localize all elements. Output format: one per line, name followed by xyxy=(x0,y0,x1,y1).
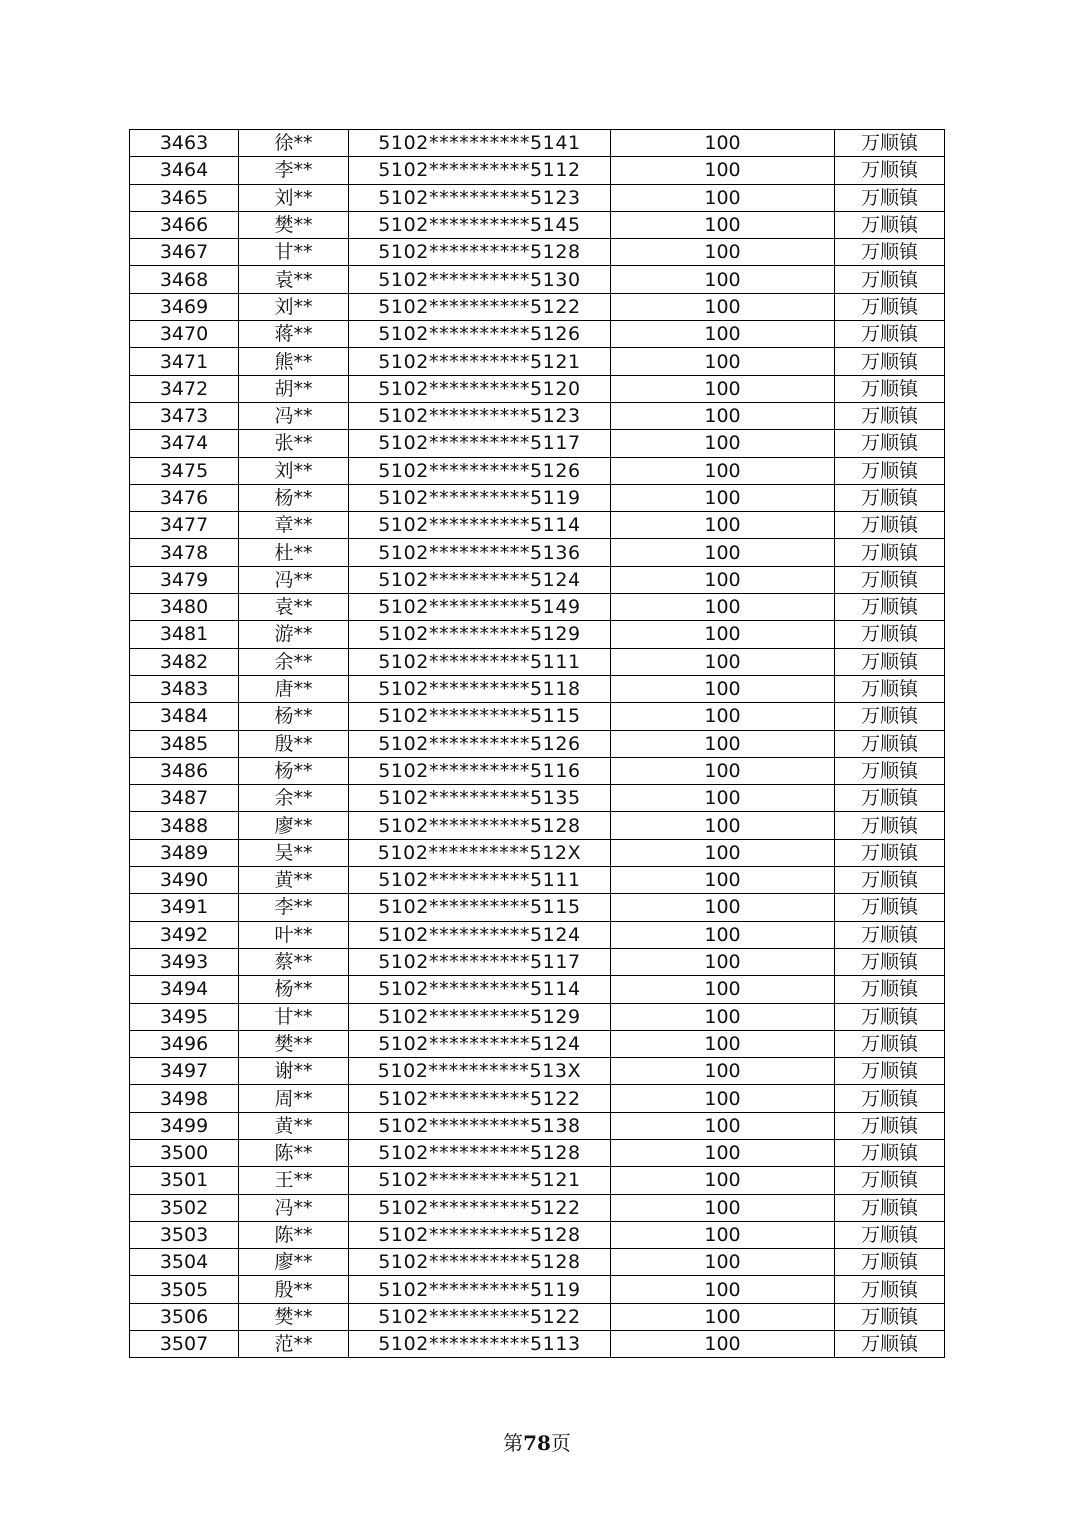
table-row xyxy=(130,812,945,839)
name-cell: 蒋** xyxy=(239,321,349,348)
town-cell: 万顺镇 xyxy=(835,730,945,757)
name-cell: 谢** xyxy=(239,1058,349,1085)
row-number-cell: 3493 xyxy=(130,948,239,975)
table-row xyxy=(130,839,945,866)
row-number-cell: 3502 xyxy=(130,1194,239,1221)
amount-cell: 100 xyxy=(611,976,835,1003)
table-row xyxy=(130,1194,945,1221)
town-cell: 万顺镇 xyxy=(835,839,945,866)
table-row xyxy=(130,375,945,402)
id-number-cell: 5102**********5119 xyxy=(349,1276,611,1303)
name-cell: 黄** xyxy=(239,1112,349,1139)
row-number-cell: 3501 xyxy=(130,1167,239,1194)
town-cell: 万顺镇 xyxy=(835,348,945,375)
name-cell: 杨** xyxy=(239,976,349,1003)
name-cell: 杨** xyxy=(239,484,349,511)
row-number-cell: 3468 xyxy=(130,266,239,293)
amount-cell: 100 xyxy=(611,757,835,784)
town-cell: 万顺镇 xyxy=(835,921,945,948)
town-cell: 万顺镇 xyxy=(835,1167,945,1194)
town-cell: 万顺镇 xyxy=(835,1303,945,1330)
id-number-cell: 5102**********5122 xyxy=(349,293,611,320)
name-cell: 杜** xyxy=(239,539,349,566)
amount-cell: 100 xyxy=(611,375,835,402)
id-number-cell: 5102**********5123 xyxy=(349,402,611,429)
amount-cell: 100 xyxy=(611,594,835,621)
id-number-cell: 5102**********5117 xyxy=(349,430,611,457)
name-cell: 游** xyxy=(239,621,349,648)
town-cell: 万顺镇 xyxy=(835,375,945,402)
amount-cell: 100 xyxy=(611,648,835,675)
name-cell: 张** xyxy=(239,430,349,457)
row-number-cell: 3506 xyxy=(130,1303,239,1330)
table-row xyxy=(130,566,945,593)
id-number-cell: 5102**********5123 xyxy=(349,184,611,211)
town-cell: 万顺镇 xyxy=(835,812,945,839)
table-row xyxy=(130,1167,945,1194)
name-cell: 范** xyxy=(239,1331,349,1358)
id-number-cell: 5102**********5115 xyxy=(349,894,611,921)
table-row xyxy=(130,321,945,348)
town-cell: 万顺镇 xyxy=(835,867,945,894)
table-row xyxy=(130,976,945,1003)
id-number-cell: 5102**********512X xyxy=(349,839,611,866)
amount-cell: 100 xyxy=(611,675,835,702)
row-number-cell: 3487 xyxy=(130,785,239,812)
town-cell: 万顺镇 xyxy=(835,239,945,266)
amount-cell: 100 xyxy=(611,1167,835,1194)
amount-cell: 100 xyxy=(611,566,835,593)
town-cell: 万顺镇 xyxy=(835,1221,945,1248)
amount-cell: 100 xyxy=(611,512,835,539)
page-footer xyxy=(0,1427,1074,1456)
row-number-cell: 3481 xyxy=(130,621,239,648)
amount-cell: 100 xyxy=(611,867,835,894)
name-cell: 余** xyxy=(239,785,349,812)
town-cell: 万顺镇 xyxy=(835,894,945,921)
row-number-cell: 3464 xyxy=(130,157,239,184)
table-row xyxy=(130,539,945,566)
row-number-cell: 3486 xyxy=(130,757,239,784)
row-number-cell: 3500 xyxy=(130,1139,239,1166)
row-number-cell: 3499 xyxy=(130,1112,239,1139)
name-cell: 樊** xyxy=(239,1303,349,1330)
table-row xyxy=(130,266,945,293)
id-number-cell: 5102**********5121 xyxy=(349,1167,611,1194)
town-cell: 万顺镇 xyxy=(835,1331,945,1358)
row-number-cell: 3480 xyxy=(130,594,239,621)
table-row xyxy=(130,1058,945,1085)
town-cell: 万顺镇 xyxy=(835,157,945,184)
row-number-cell: 3485 xyxy=(130,730,239,757)
page-footer-prefix: 第 xyxy=(503,1431,524,1455)
town-cell: 万顺镇 xyxy=(835,293,945,320)
id-number-cell: 5102**********5129 xyxy=(349,1003,611,1030)
amount-cell: 100 xyxy=(611,1331,835,1358)
row-number-cell: 3496 xyxy=(130,1030,239,1057)
amount-cell: 100 xyxy=(611,948,835,975)
amount-cell: 100 xyxy=(611,293,835,320)
id-number-cell: 5102**********5120 xyxy=(349,375,611,402)
name-cell: 廖** xyxy=(239,812,349,839)
table-row xyxy=(130,157,945,184)
name-cell: 唐** xyxy=(239,675,349,702)
name-cell: 冯** xyxy=(239,402,349,429)
page-footer-suffix: 页 xyxy=(550,1431,571,1455)
table-row xyxy=(130,1139,945,1166)
amount-cell: 100 xyxy=(611,730,835,757)
table-row xyxy=(130,1303,945,1330)
table-row xyxy=(130,1276,945,1303)
table-row xyxy=(130,867,945,894)
table-row xyxy=(130,484,945,511)
amount-cell: 100 xyxy=(611,1276,835,1303)
table-row xyxy=(130,402,945,429)
id-number-cell: 5102**********5138 xyxy=(349,1112,611,1139)
name-cell: 刘** xyxy=(239,457,349,484)
row-number-cell: 3472 xyxy=(130,375,239,402)
table-row xyxy=(130,348,945,375)
row-number-cell: 3463 xyxy=(130,130,239,157)
row-number-cell: 3482 xyxy=(130,648,239,675)
id-number-cell: 5102**********5112 xyxy=(349,157,611,184)
town-cell: 万顺镇 xyxy=(835,648,945,675)
amount-cell: 100 xyxy=(611,894,835,921)
amount-cell: 100 xyxy=(611,484,835,511)
amount-cell: 100 xyxy=(611,1194,835,1221)
name-cell: 廖** xyxy=(239,1249,349,1276)
name-cell: 樊** xyxy=(239,1030,349,1057)
amount-cell: 100 xyxy=(611,1085,835,1112)
amount-cell: 100 xyxy=(611,785,835,812)
id-number-cell: 5102**********5121 xyxy=(349,348,611,375)
id-number-cell: 5102**********5135 xyxy=(349,785,611,812)
name-cell: 李** xyxy=(239,894,349,921)
name-cell: 殷** xyxy=(239,730,349,757)
amount-cell: 100 xyxy=(611,321,835,348)
table-row xyxy=(130,1331,945,1358)
amount-cell: 100 xyxy=(611,1249,835,1276)
row-number-cell: 3478 xyxy=(130,539,239,566)
town-cell: 万顺镇 xyxy=(835,430,945,457)
town-cell: 万顺镇 xyxy=(835,1112,945,1139)
amount-cell: 100 xyxy=(611,430,835,457)
row-number-cell: 3467 xyxy=(130,239,239,266)
name-cell: 吴** xyxy=(239,839,349,866)
id-number-cell: 5102**********5118 xyxy=(349,675,611,702)
town-cell: 万顺镇 xyxy=(835,484,945,511)
name-cell: 熊** xyxy=(239,348,349,375)
row-number-cell: 3488 xyxy=(130,812,239,839)
table-row xyxy=(130,512,945,539)
row-number-cell: 3477 xyxy=(130,512,239,539)
id-number-cell: 5102**********5122 xyxy=(349,1303,611,1330)
row-number-cell: 3466 xyxy=(130,211,239,238)
amount-cell: 100 xyxy=(611,211,835,238)
table-row xyxy=(130,293,945,320)
amount-cell: 100 xyxy=(611,921,835,948)
id-number-cell: 5102**********5124 xyxy=(349,566,611,593)
row-number-cell: 3505 xyxy=(130,1276,239,1303)
table-row xyxy=(130,621,945,648)
name-cell: 冯** xyxy=(239,566,349,593)
id-number-cell: 5102**********5119 xyxy=(349,484,611,511)
amount-cell: 100 xyxy=(611,1058,835,1085)
row-number-cell: 3507 xyxy=(130,1331,239,1358)
table-row xyxy=(130,1030,945,1057)
table-row xyxy=(130,703,945,730)
amount-cell: 100 xyxy=(611,157,835,184)
row-number-cell: 3489 xyxy=(130,839,239,866)
row-number-cell: 3492 xyxy=(130,921,239,948)
row-number-cell: 3503 xyxy=(130,1221,239,1248)
town-cell: 万顺镇 xyxy=(835,976,945,1003)
town-cell: 万顺镇 xyxy=(835,211,945,238)
records-table xyxy=(129,129,945,1358)
table-row xyxy=(130,1221,945,1248)
amount-cell: 100 xyxy=(611,348,835,375)
amount-cell: 100 xyxy=(611,839,835,866)
name-cell: 王** xyxy=(239,1167,349,1194)
id-number-cell: 5102**********5114 xyxy=(349,512,611,539)
name-cell: 陈** xyxy=(239,1221,349,1248)
row-number-cell: 3494 xyxy=(130,976,239,1003)
table-row xyxy=(130,1085,945,1112)
town-cell: 万顺镇 xyxy=(835,1058,945,1085)
table-row xyxy=(130,894,945,921)
town-cell: 万顺镇 xyxy=(835,539,945,566)
table-row xyxy=(130,457,945,484)
name-cell: 刘** xyxy=(239,293,349,320)
row-number-cell: 3484 xyxy=(130,703,239,730)
id-number-cell: 5102**********5124 xyxy=(349,921,611,948)
id-number-cell: 5102**********5149 xyxy=(349,594,611,621)
table-row xyxy=(130,211,945,238)
row-number-cell: 3491 xyxy=(130,894,239,921)
id-number-cell: 5102**********5141 xyxy=(349,130,611,157)
table-row xyxy=(130,648,945,675)
table-row xyxy=(130,675,945,702)
id-number-cell: 5102**********5116 xyxy=(349,757,611,784)
id-number-cell: 5102**********5128 xyxy=(349,239,611,266)
amount-cell: 100 xyxy=(611,703,835,730)
records-body xyxy=(130,130,945,1358)
town-cell: 万顺镇 xyxy=(835,757,945,784)
amount-cell: 100 xyxy=(611,457,835,484)
table-row xyxy=(130,730,945,757)
id-number-cell: 5102**********5126 xyxy=(349,457,611,484)
id-number-cell: 5102**********5111 xyxy=(349,648,611,675)
name-cell: 殷** xyxy=(239,1276,349,1303)
row-number-cell: 3490 xyxy=(130,867,239,894)
id-number-cell: 5102**********513X xyxy=(349,1058,611,1085)
table-row xyxy=(130,594,945,621)
amount-cell: 100 xyxy=(611,1112,835,1139)
town-cell: 万顺镇 xyxy=(835,1085,945,1112)
name-cell: 胡** xyxy=(239,375,349,402)
amount-cell: 100 xyxy=(611,1003,835,1030)
amount-cell: 100 xyxy=(611,1139,835,1166)
amount-cell: 100 xyxy=(611,184,835,211)
row-number-cell: 3504 xyxy=(130,1249,239,1276)
town-cell: 万顺镇 xyxy=(835,266,945,293)
town-cell: 万顺镇 xyxy=(835,1276,945,1303)
name-cell: 章** xyxy=(239,512,349,539)
row-number-cell: 3483 xyxy=(130,675,239,702)
town-cell: 万顺镇 xyxy=(835,402,945,429)
id-number-cell: 5102**********5126 xyxy=(349,321,611,348)
town-cell: 万顺镇 xyxy=(835,1003,945,1030)
row-number-cell: 3470 xyxy=(130,321,239,348)
page-number: 78 xyxy=(523,1431,551,1455)
row-number-cell: 3469 xyxy=(130,293,239,320)
name-cell: 叶** xyxy=(239,921,349,948)
id-number-cell: 5102**********5129 xyxy=(349,621,611,648)
id-number-cell: 5102**********5130 xyxy=(349,266,611,293)
table-row xyxy=(130,130,945,157)
town-cell: 万顺镇 xyxy=(835,457,945,484)
amount-cell: 100 xyxy=(611,1030,835,1057)
name-cell: 甘** xyxy=(239,239,349,266)
amount-cell: 100 xyxy=(611,621,835,648)
town-cell: 万顺镇 xyxy=(835,184,945,211)
town-cell: 万顺镇 xyxy=(835,1194,945,1221)
amount-cell: 100 xyxy=(611,266,835,293)
id-number-cell: 5102**********5113 xyxy=(349,1331,611,1358)
table-row xyxy=(130,1003,945,1030)
town-cell: 万顺镇 xyxy=(835,1249,945,1276)
row-number-cell: 3479 xyxy=(130,566,239,593)
name-cell: 冯** xyxy=(239,1194,349,1221)
name-cell: 余** xyxy=(239,648,349,675)
town-cell: 万顺镇 xyxy=(835,566,945,593)
table-row xyxy=(130,921,945,948)
row-number-cell: 3471 xyxy=(130,348,239,375)
row-number-cell: 3495 xyxy=(130,1003,239,1030)
name-cell: 黄** xyxy=(239,867,349,894)
table-row xyxy=(130,430,945,457)
town-cell: 万顺镇 xyxy=(835,1030,945,1057)
id-number-cell: 5102**********5128 xyxy=(349,1139,611,1166)
name-cell: 周** xyxy=(239,1085,349,1112)
amount-cell: 100 xyxy=(611,1221,835,1248)
id-number-cell: 5102**********5122 xyxy=(349,1085,611,1112)
amount-cell: 100 xyxy=(611,1303,835,1330)
name-cell: 袁** xyxy=(239,594,349,621)
town-cell: 万顺镇 xyxy=(835,621,945,648)
row-number-cell: 3497 xyxy=(130,1058,239,1085)
id-number-cell: 5102**********5117 xyxy=(349,948,611,975)
name-cell: 徐** xyxy=(239,130,349,157)
table-row xyxy=(130,1112,945,1139)
amount-cell: 100 xyxy=(611,130,835,157)
town-cell: 万顺镇 xyxy=(835,594,945,621)
town-cell: 万顺镇 xyxy=(835,703,945,730)
amount-cell: 100 xyxy=(611,239,835,266)
town-cell: 万顺镇 xyxy=(835,130,945,157)
amount-cell: 100 xyxy=(611,402,835,429)
id-number-cell: 5102**********5126 xyxy=(349,730,611,757)
id-number-cell: 5102**********5128 xyxy=(349,1221,611,1248)
table-row xyxy=(130,785,945,812)
table-row xyxy=(130,948,945,975)
row-number-cell: 3474 xyxy=(130,430,239,457)
id-number-cell: 5102**********5114 xyxy=(349,976,611,1003)
row-number-cell: 3475 xyxy=(130,457,239,484)
id-number-cell: 5102**********5111 xyxy=(349,867,611,894)
row-number-cell: 3498 xyxy=(130,1085,239,1112)
name-cell: 李** xyxy=(239,157,349,184)
name-cell: 袁** xyxy=(239,266,349,293)
name-cell: 刘** xyxy=(239,184,349,211)
name-cell: 蔡** xyxy=(239,948,349,975)
name-cell: 樊** xyxy=(239,211,349,238)
id-number-cell: 5102**********5136 xyxy=(349,539,611,566)
town-cell: 万顺镇 xyxy=(835,785,945,812)
amount-cell: 100 xyxy=(611,812,835,839)
town-cell: 万顺镇 xyxy=(835,948,945,975)
table-row xyxy=(130,757,945,784)
table-row xyxy=(130,184,945,211)
id-number-cell: 5102**********5128 xyxy=(349,812,611,839)
row-number-cell: 3476 xyxy=(130,484,239,511)
town-cell: 万顺镇 xyxy=(835,1139,945,1166)
name-cell: 甘** xyxy=(239,1003,349,1030)
town-cell: 万顺镇 xyxy=(835,675,945,702)
table-row xyxy=(130,239,945,266)
id-number-cell: 5102**********5128 xyxy=(349,1249,611,1276)
id-number-cell: 5102**********5115 xyxy=(349,703,611,730)
id-number-cell: 5102**********5124 xyxy=(349,1030,611,1057)
id-number-cell: 5102**********5145 xyxy=(349,211,611,238)
row-number-cell: 3473 xyxy=(130,402,239,429)
amount-cell: 100 xyxy=(611,539,835,566)
id-number-cell: 5102**********5122 xyxy=(349,1194,611,1221)
town-cell: 万顺镇 xyxy=(835,512,945,539)
town-cell: 万顺镇 xyxy=(835,321,945,348)
row-number-cell: 3465 xyxy=(130,184,239,211)
table-row xyxy=(130,1249,945,1276)
name-cell: 陈** xyxy=(239,1139,349,1166)
name-cell: 杨** xyxy=(239,757,349,784)
name-cell: 杨** xyxy=(239,703,349,730)
